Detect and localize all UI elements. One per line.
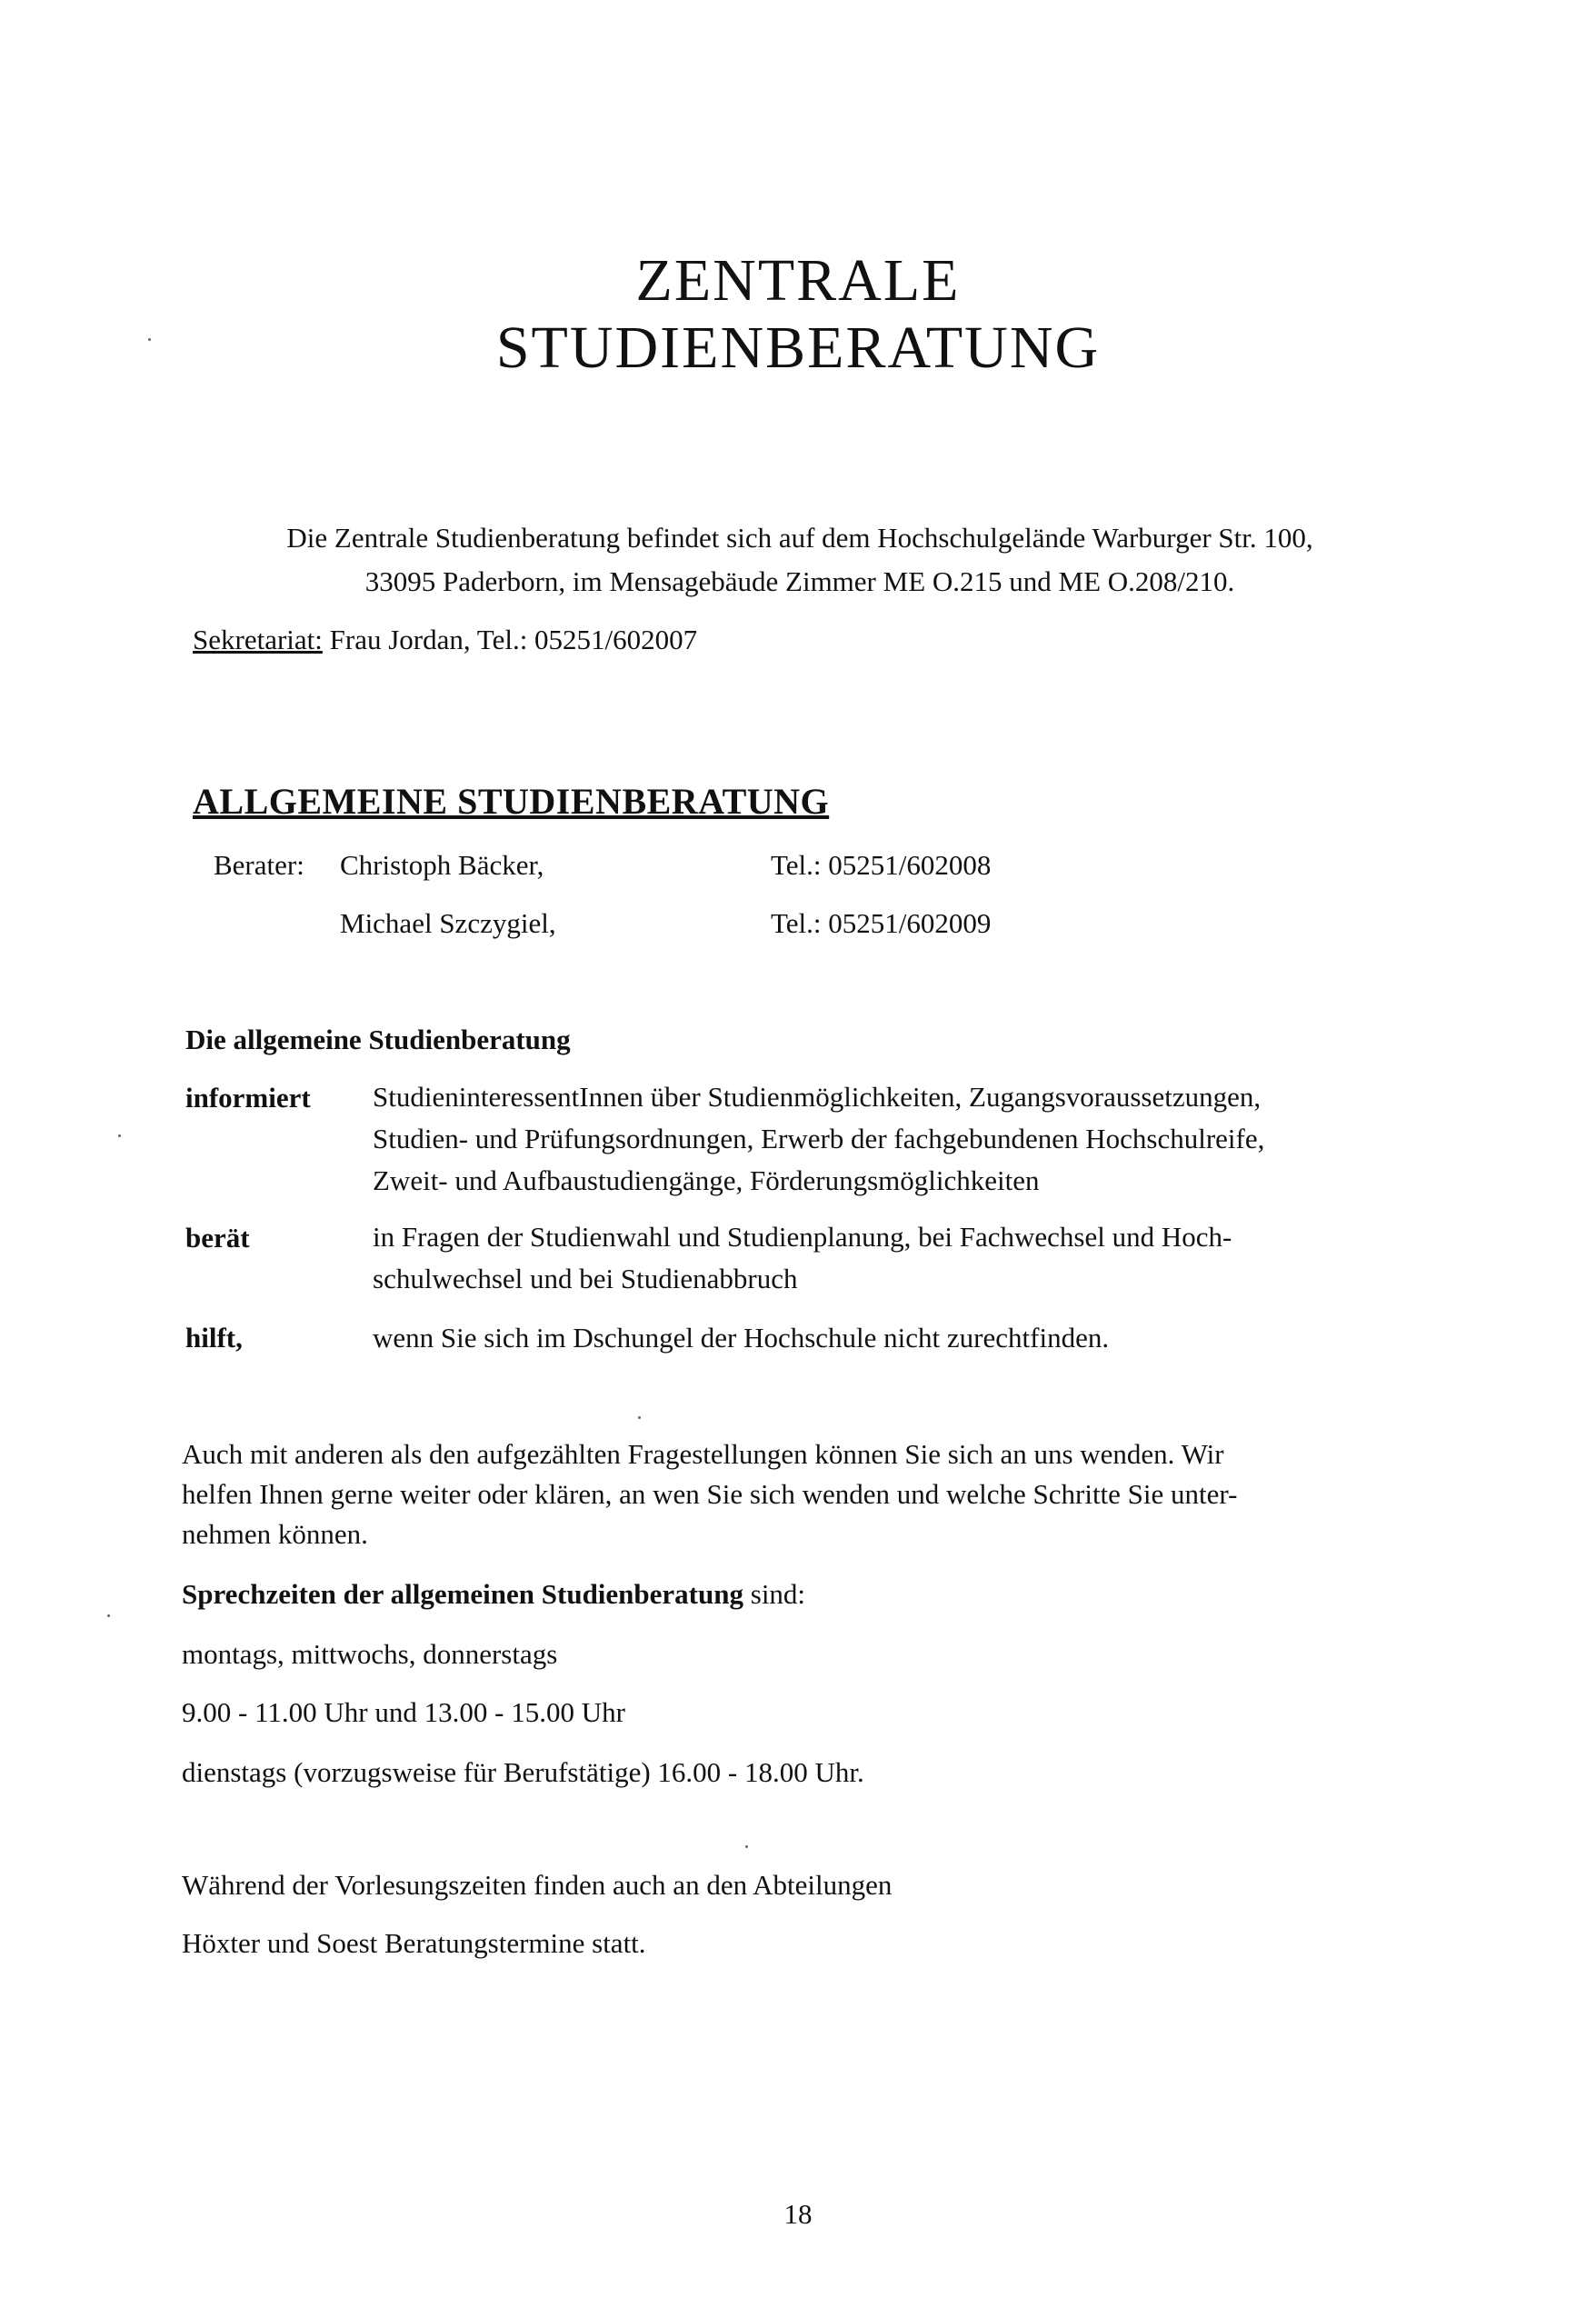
services-heading: Die allgemeine Studienberatung bbox=[185, 1024, 571, 1055]
berater-tel-2: Tel.: 05251/602009 bbox=[771, 907, 992, 939]
sprechzeiten-heading-rest: sind: bbox=[743, 1578, 806, 1610]
service-desc-line: in Fragen der Studienwahl und Studienplanung, bei Fachwechsel und Hoch- bbox=[373, 1221, 1232, 1253]
page-number: 18 bbox=[783, 2198, 813, 2230]
sprechzeiten-times-1: 9.00 - 11.00 Uhr und 13.00 - 15.00 Uhr bbox=[182, 1696, 625, 1728]
scan-speck bbox=[107, 1614, 110, 1617]
scan-speck bbox=[118, 1134, 121, 1137]
title-line-2: STUDIENBERATUNG bbox=[495, 314, 1101, 381]
sprechzeiten-heading bbox=[182, 1573, 805, 1616]
scan-speck bbox=[745, 1845, 748, 1848]
sprechzeiten-heading-bold: Sprechzeiten der allgemeinen Studienberatung bbox=[182, 1578, 743, 1610]
closing-line-3: nehmen können. bbox=[182, 1518, 368, 1550]
page-title bbox=[0, 247, 1596, 382]
service-desc-line: StudieninteressentInnen über Studienmöglichkeiten, Zugangsvoraussetzungen, bbox=[373, 1081, 1262, 1113]
service-label-beraet: berät bbox=[185, 1222, 250, 1254]
abteilungen-line-2: Höxter und Soest Beratungstermine statt. bbox=[182, 1927, 646, 1959]
intro-line-1: Die Zentrale Studienberatung befindet sich auf dem Hochschulgelände Warburger Str. 100, bbox=[286, 522, 1313, 554]
service-desc-line: Zweit- und Aufbaustudiengänge, Förderungsmöglichkeiten bbox=[373, 1164, 1040, 1196]
title-line-1: ZENTRALE bbox=[635, 247, 961, 314]
sprechzeiten-days-2: dienstags (vorzugsweise für Berufstätige) 16.00 - 18.00 Uhr. bbox=[182, 1756, 864, 1788]
intro-paragraph bbox=[200, 516, 1400, 604]
berater-name-2: Michael Szczygiel, bbox=[340, 907, 556, 939]
closing-paragraph bbox=[182, 1434, 1418, 1554]
abteilungen-line-1: Während der Vorlesungszeiten finden auch an den Abteilungen bbox=[182, 1869, 893, 1901]
intro-line-2: 33095 Paderborn, im Mensagebäude Zimmer ME O.215 und ME O.208/210. bbox=[364, 565, 1235, 597]
service-desc-hilft bbox=[373, 1316, 1418, 1360]
closing-line-1: Auch mit anderen als den aufgezählten Fragestellungen können Sie sich an uns wenden. Wir bbox=[182, 1438, 1224, 1470]
scan-speck bbox=[638, 1416, 641, 1419]
sekretariat-text: Frau Jordan, Tel.: 05251/602007 bbox=[329, 624, 698, 655]
closing-line-2: helfen Ihnen gerne weiter oder klären, an wen Sie sich wenden und welche Schritte Sie unter- bbox=[182, 1478, 1238, 1510]
service-label-hilft: hilft, bbox=[185, 1322, 243, 1354]
berater-tel-1: Tel.: 05251/602008 bbox=[771, 849, 992, 881]
berater-label: Berater: bbox=[214, 849, 304, 881]
section-heading-allgemeine: ALLGEMEINE STUDIENBERATUNG bbox=[193, 781, 830, 822]
berater-name-1: Christoph Bäcker, bbox=[340, 849, 544, 881]
service-desc-line: schulwechsel und bei Studienabbruch bbox=[373, 1263, 798, 1294]
scan-speck bbox=[148, 338, 151, 341]
sekretariat-label: Sekretariat: bbox=[193, 624, 323, 655]
service-desc-beraet bbox=[373, 1216, 1418, 1300]
service-desc-line: Studien- und Prüfungsordnungen, Erwerb der fachgebundenen Hochschulreife, bbox=[373, 1123, 1265, 1154]
sekretariat-line bbox=[193, 618, 697, 662]
service-desc-line: wenn Sie sich im Dschungel der Hochschule nicht zurechtfinden. bbox=[373, 1322, 1110, 1354]
service-label-informiert: informiert bbox=[185, 1082, 311, 1114]
sprechzeiten-days-1: montags, mittwochs, donnerstags bbox=[182, 1638, 558, 1670]
service-desc-informiert bbox=[373, 1076, 1418, 1202]
